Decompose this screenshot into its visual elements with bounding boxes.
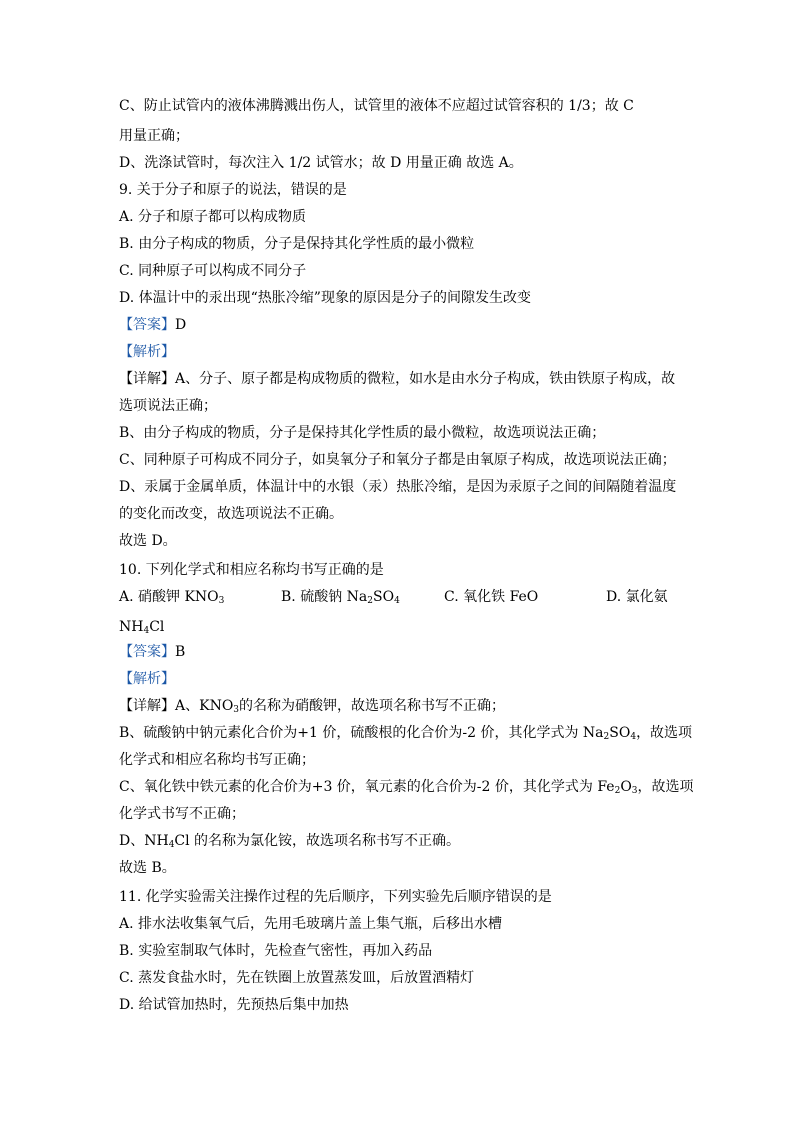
q9-conclusion: 故选 D。 bbox=[119, 533, 177, 549]
option-a-subscript: 3 bbox=[218, 596, 225, 606]
detail-c-subscript-2: 3 bbox=[631, 786, 638, 796]
q10-conclusion: 故选 B。 bbox=[119, 860, 176, 876]
q10-detail-d bbox=[119, 832, 460, 850]
q8-option-c-line1: C、防止试管内的液体沸腾溅出伤人，试管里的液体不应超过试管容积的 1/3；故 C bbox=[119, 98, 634, 114]
q11-option-a: A. 排水法收集氧气后，先用毛玻璃片盖上集气瓶，后移出水槽 bbox=[119, 916, 503, 932]
q9-detail-d-line1: D、汞属于金属单质，体温计中的水银（汞）热胀冷缩，是因为汞原子之间的间隔随着温度 bbox=[119, 479, 677, 495]
q10-detail-a bbox=[119, 697, 505, 715]
q10-analysis bbox=[119, 670, 175, 688]
q10-detail-c-line2: 化学式书写不正确； bbox=[119, 806, 245, 822]
detail-tag: 【详解】 bbox=[119, 371, 175, 387]
q11-option-b: B. 实验室制取气体时，先检查气密性，再加入药品 bbox=[119, 943, 433, 959]
q9-option-a: A. 分子和原子都可以构成物质 bbox=[119, 209, 307, 225]
option-b-subscript-1: 2 bbox=[367, 596, 373, 606]
q9-analysis bbox=[119, 343, 175, 361]
q11-stem: 11. 化学实验需关注操作过程的先后顺序，下列实验先后顺序错误的是 bbox=[119, 889, 552, 905]
q9-option-b: B. 由分子构成的物质，分子是保持其化学性质的最小微粒 bbox=[119, 236, 475, 252]
detail-b-post: ，故选项 bbox=[636, 725, 693, 741]
detail-c-post: ，故选项 bbox=[637, 779, 694, 795]
q11-option-c: C. 蒸发食盐水时，先在铁圈上放置蒸发皿，后放置酒精灯 bbox=[119, 970, 475, 986]
option-a-text: A. 硝酸钾 KNO bbox=[119, 589, 219, 605]
option-b-mid: SO bbox=[372, 589, 395, 605]
detail-c-mid: O bbox=[620, 779, 632, 795]
q9-detail-a-line1 bbox=[119, 370, 675, 388]
q9-stem: 9. 关于分子和原子的说法，错误的是 bbox=[119, 182, 347, 198]
formula-subscript: 4 bbox=[143, 626, 150, 636]
detail-tag: 【详解】 bbox=[119, 698, 175, 714]
q11-option-d: D. 给试管加热时，先预热后集中加热 bbox=[119, 997, 349, 1013]
analysis-tag: 【解析】 bbox=[119, 344, 175, 360]
detail-c-pre: C、氧化铁中铁元素的化合价为+3 价，氧元素的化合价为-2 价，其化学式为 Fe bbox=[119, 779, 615, 795]
q9-detail-b: B、由分子构成的物质，分子是保持其化学性质的最小微粒，故选项说法正确； bbox=[119, 425, 606, 441]
detail-d-post: Cl 的名称为氯化铵，故选项名称书写不正确。 bbox=[174, 833, 461, 849]
formula-post: Cl bbox=[149, 619, 165, 635]
q9-detail-d-line2: 的变化而改变，故选项说法不正确。 bbox=[119, 506, 343, 522]
q8-option-d: D、洗涤试管时，每次注入 1/2 试管水；故 D 用量正确 故选 A。 bbox=[119, 155, 523, 171]
detail-b-mid: SO bbox=[609, 725, 631, 741]
answer-value: B bbox=[175, 644, 186, 660]
q10-option-b bbox=[281, 588, 400, 606]
option-b-text: B. 硫酸钠 Na bbox=[281, 589, 368, 605]
q10-option-a bbox=[119, 588, 224, 606]
q10-option-d-formula bbox=[119, 618, 164, 636]
detail-c-subscript-1: 2 bbox=[614, 786, 621, 796]
q9-option-c: C. 同种原子可以构成不同分子 bbox=[119, 263, 307, 279]
q8-option-c-line2: 用量正确； bbox=[119, 128, 189, 144]
q9-answer bbox=[119, 316, 186, 334]
detail-d-pre: D、NH bbox=[119, 833, 169, 849]
q10-option-c: C. 氧化铁 FeO bbox=[444, 589, 539, 605]
analysis-tag: 【解析】 bbox=[119, 671, 175, 687]
detail-a-pre: A、KNO bbox=[175, 698, 234, 714]
q10-answer bbox=[119, 643, 185, 661]
q10-stem: 10. 下列化学式和相应名称均书写正确的是 bbox=[119, 562, 384, 578]
q9-detail-c: C、同种原子可构成不同分子，如臭氧分子和氧分子都是由氧原子构成，故选项说法正确； bbox=[119, 452, 676, 468]
answer-tag: 【答案】 bbox=[119, 644, 175, 660]
answer-value: D bbox=[175, 317, 187, 333]
q9-option-d: D. 体温计中的汞出现“热胀冷缩”现象的原因是分子的间隙发生改变 bbox=[119, 290, 531, 306]
q10-option-d: D. 氯化氨 bbox=[606, 589, 668, 605]
detail-a-subscript: 3 bbox=[233, 705, 240, 715]
formula-pre: NH bbox=[119, 619, 144, 635]
detail-b-subscript-1: 2 bbox=[603, 732, 610, 742]
detail-d-subscript: 4 bbox=[168, 840, 175, 850]
q9-detail-a-line2: 选项说法正确； bbox=[119, 398, 217, 414]
q10-detail-b-line1 bbox=[119, 724, 692, 742]
answer-tag: 【答案】 bbox=[119, 317, 175, 333]
q10-detail-c-line1 bbox=[119, 778, 694, 796]
detail-a-post: 的名称为硝酸钾，故选项名称书写不正确； bbox=[239, 698, 506, 714]
option-b-subscript-2: 4 bbox=[394, 596, 400, 606]
q10-detail-b-line2: 化学式和相应名称均书写正确； bbox=[119, 752, 315, 768]
detail-b-subscript-2: 4 bbox=[630, 732, 637, 742]
detail-b-pre: B、硫酸钠中钠元素化合价为+1 价，硫酸根的化合价为-2 价，其化学式为 Na bbox=[119, 725, 604, 741]
detail-text: A、分子、原子都是构成物质的微粒，如水是由水分子构成，铁由铁原子构成，故 bbox=[175, 371, 676, 387]
